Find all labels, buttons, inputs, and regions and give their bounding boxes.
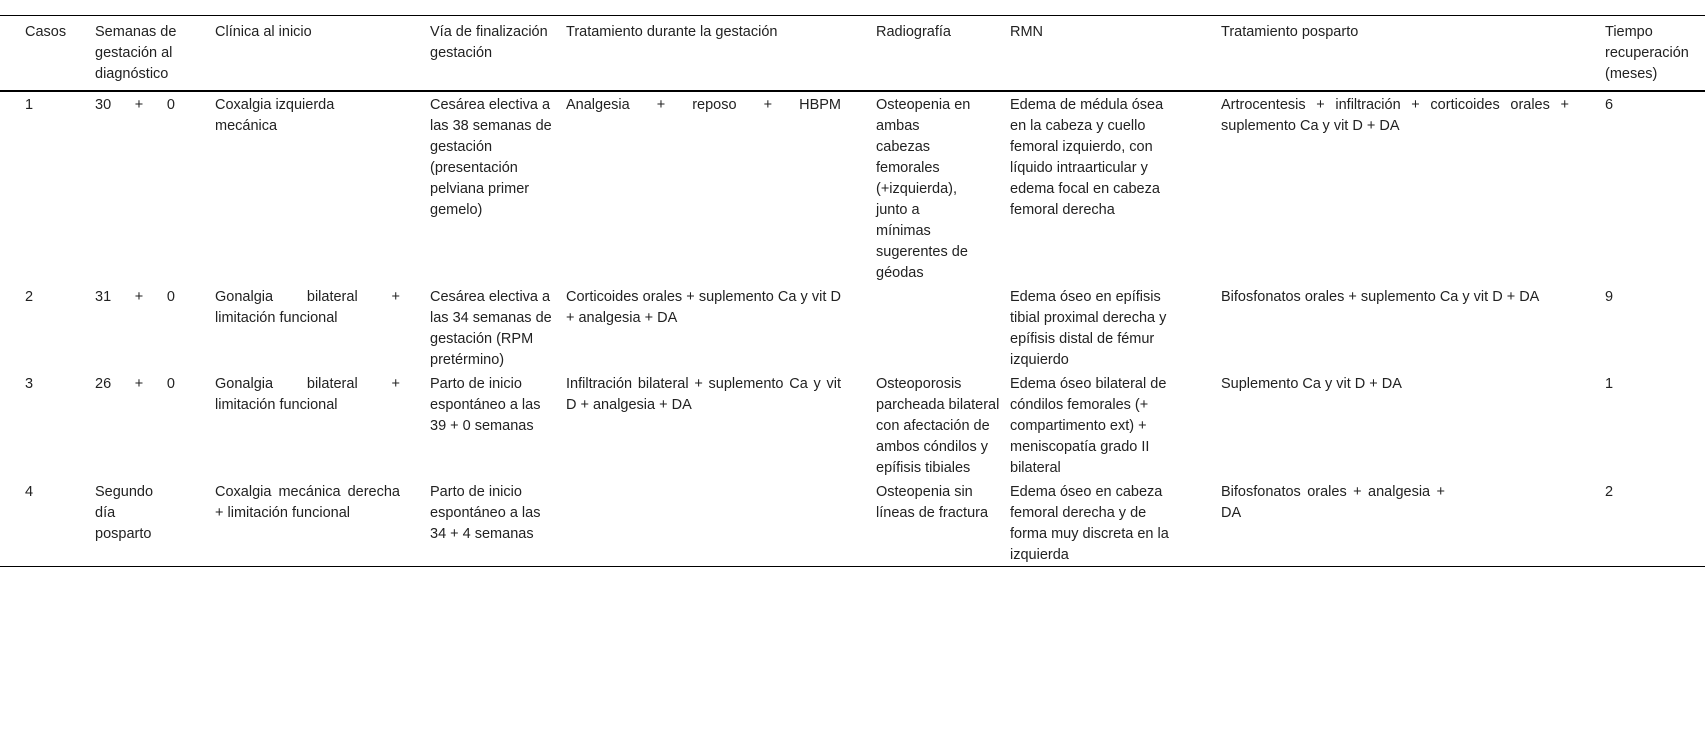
cell-caso: 1 [25, 97, 34, 113]
cell-via: Parto de inicio espontáneo a las 34 + 4 semanas [430, 484, 541, 542]
table-container [0, 15, 1705, 567]
cell-semanas: Segundo día posparto [95, 484, 154, 542]
clinical-cases-table [0, 15, 1705, 567]
cell-tiempo: 6 [1605, 97, 1614, 113]
cell-via: Cesárea electiva a las 38 semanas de gestación (presentación pelviana primer gemelo) [430, 97, 552, 218]
cell-tratamiento-posparto: Bifosfonatos orales + suplemento Ca y vit D + DA [1221, 289, 1540, 305]
header-rmn: RMN [1010, 24, 1044, 40]
cell-tratamiento-posparto: Artrocentesis + infiltración + corticoides orales + suplemento Ca y vit D + DA [1221, 97, 1569, 134]
header-tratamiento-gestacion: Tratamiento durante la gestación [566, 24, 778, 40]
cell-radiografia: Osteopenia sin líneas de fractura [876, 484, 989, 521]
header-tiempo: Tiempo recuperación (meses) [1605, 24, 1689, 82]
cell-tratamiento-gestacion: Corticoides orales + suplemento Ca y vit D + analgesia + DA [566, 289, 841, 326]
cell-clinica: Gonalgia bilateral + limitación funcional [215, 376, 400, 413]
cell-clinica: Gonalgia bilateral + limitación funcional [215, 289, 400, 326]
cell-tiempo: 9 [1605, 289, 1614, 305]
header-casos: Casos [25, 24, 67, 40]
cell-semanas: 30 + 0 [95, 97, 175, 113]
cell-tratamiento-gestacion: Infiltración bilateral + suplemento Ca y vit D + analgesia + DA [566, 376, 841, 413]
table-row [0, 284, 1705, 371]
cell-tratamiento-posparto: Suplemento Ca y vit D + DA [1221, 376, 1402, 392]
header-tratamiento-posparto: Tratamiento posparto [1221, 24, 1359, 40]
cell-rmn: Edema óseo en cabeza femoral derecha y de forma muy discreta en la izquierda [1010, 484, 1169, 563]
cell-semanas: 26 + 0 [95, 376, 175, 392]
table-row [0, 479, 1705, 567]
header-via: Vía de finalización gestación [430, 24, 548, 61]
cell-via: Cesárea electiva a las 34 semanas de gestación (RPM pretérmino) [430, 289, 552, 368]
table-row [0, 371, 1705, 479]
cell-rmn: Edema óseo bilateral de cóndilos femorales (+ compartimento ext) + meniscopatía grado II bilateral [1010, 376, 1167, 476]
cell-clinica: Coxalgia mecánica derecha + limitación funcional [215, 484, 400, 521]
cell-caso: 4 [25, 484, 34, 500]
cell-caso: 2 [25, 289, 34, 305]
cell-radiografia: Osteoporosis parcheada bilateral con afectación de ambos cóndilos y epífisis tibiales [876, 376, 1000, 476]
cell-tratamiento-gestacion: Analgesia + reposo + HBPM [566, 97, 841, 113]
cell-rmn: Edema óseo en epífisis tibial proximal derecha y epífisis distal de fémur izquierdo [1010, 289, 1167, 368]
header-clinica: Clínica al inicio [215, 24, 312, 40]
cell-tiempo: 1 [1605, 376, 1614, 392]
cell-tratamiento-posparto: Bifosfonatos orales + analgesia + DA [1221, 484, 1445, 521]
cell-caso: 3 [25, 376, 34, 392]
header-radiografia: Radiografía [876, 24, 951, 40]
cell-radiografia [876, 284, 1010, 371]
cell-tiempo: 2 [1605, 484, 1614, 500]
cell-tratamiento-gestacion [566, 479, 876, 567]
table-header-row [0, 16, 1705, 92]
cell-semanas: 31 + 0 [95, 289, 175, 305]
table-row [0, 91, 1705, 284]
cell-radiografia: Osteopenia en ambas cabezas femorales (+izquierda), junto a mínimas sugerentes de géodas [876, 97, 971, 281]
header-semanas: Semanas de gestación al diagnóstico [95, 24, 177, 82]
cell-clinica: Coxalgia izquierda mecánica [215, 97, 335, 134]
cell-rmn: Edema de médula ósea en la cabeza y cuello femoral izquierdo, con líquido intraarticular y edema focal en cabeza femoral derecha [1010, 97, 1164, 218]
cell-via: Parto de inicio espontáneo a las 39 + 0 semanas [430, 376, 541, 434]
